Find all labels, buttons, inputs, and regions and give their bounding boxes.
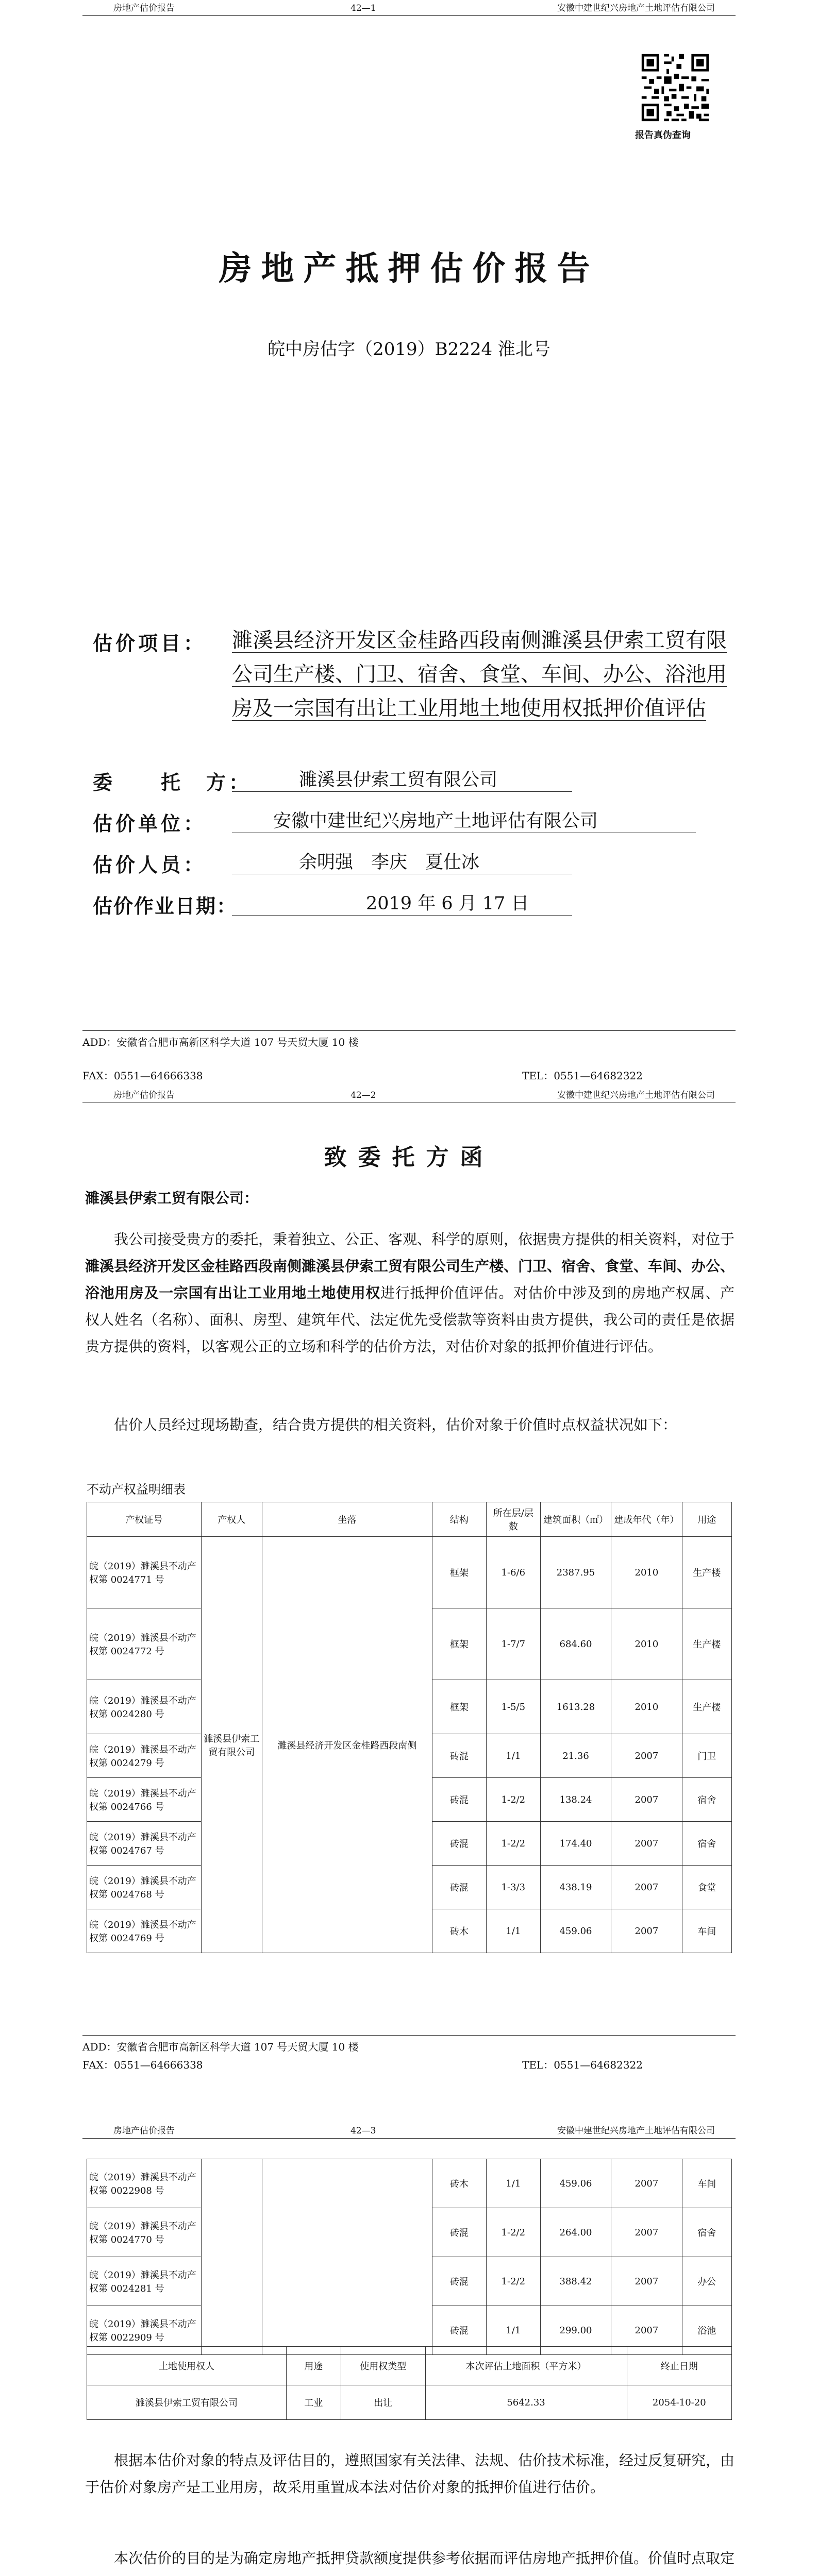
table-row: 皖（2019）濉溪县不动产权第 0024771 号 濉溪县伊索工贸有限公司 濉溪县经济开发区金桂路西段南侧 框架 1-6/6 2387.95 2010 生产楼 (87, 1537, 732, 1608)
footer-address: ADD：安徽省合肥市高新区科学大道 107 号天贸大厦 10 楼 (82, 1036, 359, 1048)
value-appraiser-unit: 安徽中建世纪兴房地产土地评估有限公司 (232, 807, 696, 833)
label-appraisers: 估价人员： (93, 853, 207, 876)
table-row: 皖（2019）濉溪县不动产权第 0024767 号 砖混 1-2/2 174.40 2007 宿舍 (87, 1822, 732, 1866)
header-page: 42—2 (350, 1090, 376, 1100)
page-footer (82, 1030, 736, 1049)
header-company: 安徽中建世纪兴房地产土地评估有限公司 (557, 3, 715, 13)
table-row: 皖（2019）濉溪县不动产权第 0024768 号 砖混 1-3/3 438.19 2007 食堂 (87, 1866, 732, 1909)
page-2 (0, 1087, 818, 2117)
property-table-continued (87, 2159, 732, 2355)
report-number: 皖中房估字（2019）B2224 淮北号 (268, 339, 550, 360)
letter-paragraph-1: 我公司接受贵方的委托，秉着独立、公正、客观、科学的原则，依据贵方提供的相关资料，对位于濉溪县经济开发区金桂路西段南侧濉溪县伊索工贸有限公司生产楼、门卫、宿舍、食堂、车间、办公、浴池用房及一宗国有出让工业用地土地使用权进行抵押价值评估。对估价中涉及到的房地产权属、产权人姓名（名称）、面积、房型、建筑年代、法定优先受偿款等资料由贵方提供，我公司的责任是依据贵方提供的资料，以客观公正的立场和科学的估价方法，对估价对象的抵押价值进行评估。 (85, 1231, 735, 1355)
table-row: 皖（2019）濉溪县不动产权第 0024772 号 框架 1-7/7 684.60 2010 生产楼 (87, 1608, 732, 1680)
header-company: 安徽中建世纪兴房地产土地评估有限公司 (557, 1090, 715, 1100)
page-1 (0, 0, 818, 1051)
footer-tel: TEL：0551—64682322 (522, 1070, 643, 1082)
table-row: 皖（2019）濉溪县不动产权第 0024770 号 砖混 1-2/2 264.00 2007 宿舍 (87, 2208, 732, 2257)
value-project: 濉溪县经济开发区金桂路西段南侧濉溪县伊索工贸有限公司生产楼、门卫、宿舍、食堂、车间、办公、浴池用房及一宗国有出让工业用地土地使用权抵押价值评估 (232, 629, 727, 720)
header-left: 房地产估价报告 (113, 2126, 175, 2136)
qr-caption: 报告真伪查询 (635, 130, 691, 141)
land-table (87, 2346, 732, 2420)
property-table (87, 1502, 732, 1953)
page-header (82, 2123, 736, 2139)
letter-paragraph-3: 根据本估价对象的特点及评估目的，遵照国家有关法律、法规、估价技术标准，经过反复研究，由于估价对象房产是工业用房，故采用重置成本法对估价对象的抵押价值进行估价。 (85, 2452, 735, 2496)
footer-fax: FAX：0551—64666338 (82, 2059, 203, 2071)
footer-tel: TEL：0551—64682322 (522, 2059, 643, 2071)
header-page: 42—3 (350, 2126, 376, 2136)
footer-contacts (82, 2057, 736, 2072)
table-row: 皖（2019）濉溪县不动产权第 0024769 号 砖木 1/1 459.06 2007 车间 (87, 1909, 732, 1953)
header-left: 房地产估价报告 (113, 1090, 175, 1100)
header-company: 安徽中建世纪兴房地产土地评估有限公司 (557, 2126, 715, 2136)
header-page: 42—1 (350, 3, 376, 13)
qr-code-icon[interactable] (639, 52, 711, 124)
label-client: 委 托 方： (93, 771, 252, 794)
th-cert: 产权证号 (87, 1502, 202, 1537)
table-row: 皖（2019）濉溪县不动产权第 0024281 号 砖混 1-2/2 388.42 2007 办公 (87, 2257, 732, 2306)
table-header-row (87, 1502, 732, 1537)
location-cell: 濉溪县经济开发区金桂路西段南侧 (262, 1537, 432, 1953)
footer-fax: FAX：0551—64666338 (82, 1070, 203, 1082)
table-row: 皖（2019）濉溪县不动产权第 0024280 号 框架 1-5/5 1613.28 2010 生产楼 (87, 1680, 732, 1734)
value-work-date: 2019 年 6 月 17 日 (232, 889, 572, 916)
th-floor: 所在层/层数 (486, 1502, 540, 1537)
th-use: 用途 (682, 1502, 731, 1537)
table-caption: 不动产权益明细表 (87, 1482, 186, 1497)
letter-paragraph-2: 估价人员经过现场勘查，结合贵方提供的相关资料，估价对象于价值时点权益状况如下： (114, 1416, 677, 1433)
th-area: 建筑面积（㎡） (540, 1502, 611, 1537)
label-project: 估价项目： (93, 632, 207, 655)
page-header (82, 0, 736, 16)
footer-address: ADD：安徽省合肥市高新区科学大道 107 号天贸大厦 10 楼 (82, 2041, 359, 2053)
page-footer (82, 2035, 736, 2072)
th-owner: 产权人 (201, 1502, 262, 1537)
th-structure: 结构 (432, 1502, 486, 1537)
letter-title: 致委托方函 (324, 1144, 494, 1171)
owner-cell: 濉溪县伊索工贸有限公司 (201, 1537, 262, 1953)
letter-salutation: 濉溪县伊索工贸有限公司： (85, 1190, 259, 1207)
th-location: 坐落 (262, 1502, 432, 1537)
table-row: 皖（2019）濉溪县不动产权第 0022908 号 砖木 1/1 459.06 2007 车间 (87, 2159, 732, 2208)
label-appraiser-unit: 估价单位： (93, 812, 207, 835)
table-row: 皖（2019）濉溪县不动产权第 0022909 号 砖混 1/1 299.00 2007 浴池 (87, 2306, 732, 2355)
footer-contacts (82, 1067, 736, 1082)
value-appraisers: 余明强 李庆 夏仕冰 (232, 848, 572, 874)
land-header-row: 土地使用权人 用途 使用权类型 本次评估土地面积（平方米） 终止日期 (87, 2347, 732, 2385)
label-work-date: 估价作业日期： (93, 894, 238, 918)
table-row: 皖（2019）濉溪县不动产权第 0024766 号 砖混 1-2/2 138.24 2007 宿舍 (87, 1778, 732, 1822)
table-row: 皖（2019）濉溪县不动产权第 0024279 号 砖混 1/1 21.36 2007 门卫 (87, 1734, 732, 1778)
report-title: 房地产抵押估价报告 (219, 249, 599, 288)
page-3 (0, 2123, 818, 2576)
value-client: 濉溪县伊索工贸有限公司 (232, 766, 572, 792)
header-left: 房地产估价报告 (113, 3, 175, 13)
land-row: 濉溪县伊索工贸有限公司 工业 出让 5642.33 2054-10-20 (87, 2385, 732, 2420)
page-header (82, 1087, 736, 1103)
th-year: 建成年代（年） (611, 1502, 682, 1537)
letter-paragraph-4: 本次估价的目的是为确定房地产抵押贷款额度提供参考依据而评估房地产抵押价值。价值时点取定 (114, 2550, 735, 2567)
